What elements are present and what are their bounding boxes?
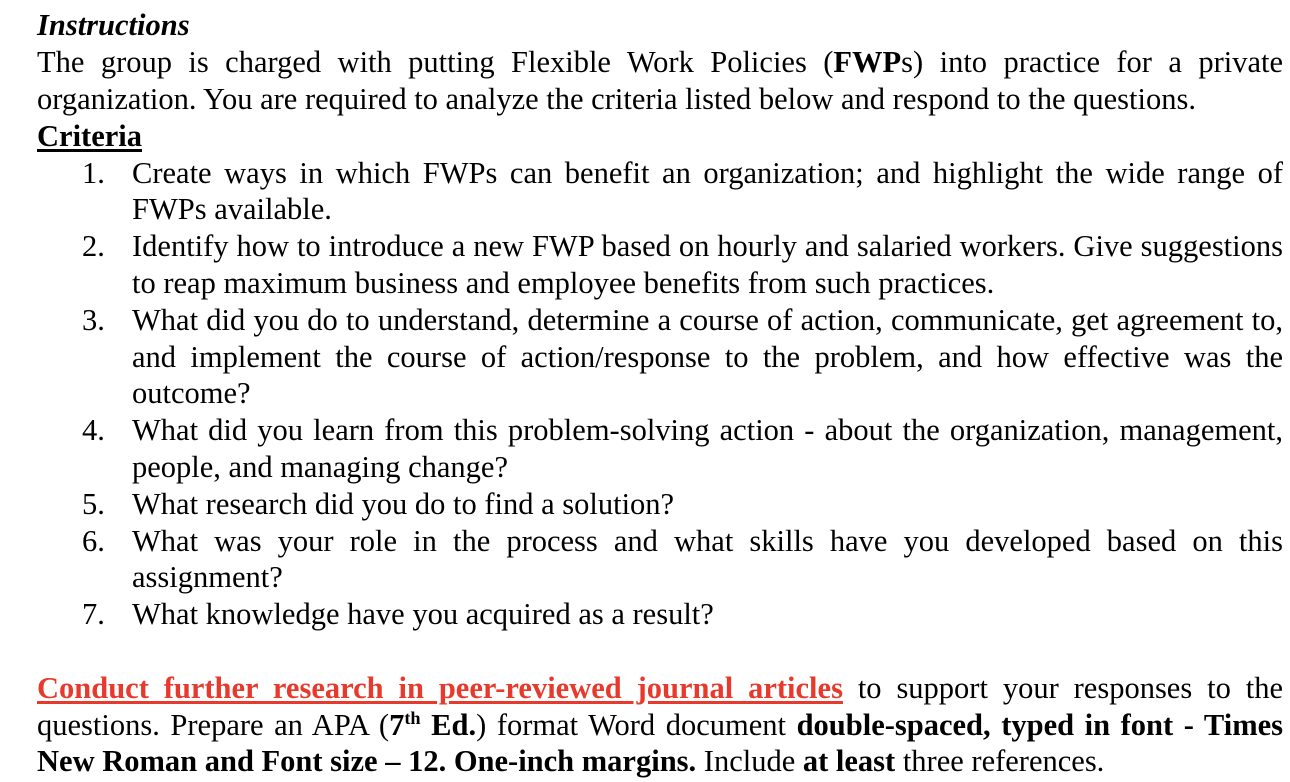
criteria-number: 5. — [82, 486, 105, 521]
apa-edition: 7th Ed. — [389, 707, 477, 742]
intro-after: s) into practice for a private organization. You are required to analyze the criteria listed below and respond to the questions. — [37, 45, 1283, 116]
criteria-item — [37, 596, 1283, 633]
research-text-4: three references. — [895, 744, 1105, 779]
criteria-item — [37, 523, 1283, 597]
criteria-item — [37, 412, 1283, 486]
blank-line — [37, 633, 1283, 670]
criteria-number: 1. — [82, 155, 105, 190]
criteria-text: What did you do to understand, determine a course of action, communicate, get agreement to, and implement the course of action/response to the problem, and how effective was the outcome? — [132, 302, 1283, 411]
intro-before: The group is charged with putting Flexible Work Policies ( — [37, 45, 834, 79]
criteria-text: What research did you do to find a solution? — [132, 486, 675, 521]
criteria-text: Identify how to introduce a new FWP based on hourly and salaried workers. Give suggestions to reap maximum business and employee benefits from such practices. — [132, 229, 1283, 300]
criteria-number: 6. — [82, 523, 105, 558]
research-text-1: to support your responses to the questions. Prepare an APA ( — [37, 670, 1283, 742]
instructions-heading: Instructions — [37, 8, 190, 42]
criteria-text: What did you learn from this problem-solving action - about the organization, management, people, and managing change? — [132, 413, 1283, 484]
document-page — [37, 7, 1283, 780]
criteria-item — [37, 228, 1283, 302]
research-text-3: Include — [696, 744, 803, 779]
intro-fwp-bold: FWP — [833, 45, 902, 79]
criteria-text: What was your role in the process and what skills have you developed based on this assignment? — [132, 523, 1283, 595]
criteria-number: 2. — [82, 229, 105, 264]
criteria-item — [37, 302, 1283, 412]
at-least-bold: at least — [802, 744, 896, 779]
criteria-number: 4. — [82, 413, 105, 448]
criteria-number: 7. — [82, 597, 105, 632]
criteria-item — [37, 486, 1283, 523]
research-link[interactable]: Conduct further research in peer-reviewed journal articles — [37, 670, 843, 705]
criteria-item — [37, 155, 1283, 229]
criteria-text: Create ways in which FWPs can benefit an organization; and highlight the wide range of FWPs available. — [132, 155, 1283, 227]
criteria-list — [37, 155, 1283, 633]
research-text-2: ) format Word document — [476, 707, 797, 742]
format-requirements: double-spaced, typed in font - Times New Roman and Font size – 12. One-inch margins. — [37, 707, 1284, 779]
criteria-text: What knowledge have you acquired as a result? — [132, 597, 714, 632]
criteria-number: 3. — [82, 302, 105, 337]
criteria-heading: Criteria — [37, 118, 142, 153]
research-paragraph — [37, 670, 1283, 780]
instructions-intro — [37, 44, 1283, 118]
